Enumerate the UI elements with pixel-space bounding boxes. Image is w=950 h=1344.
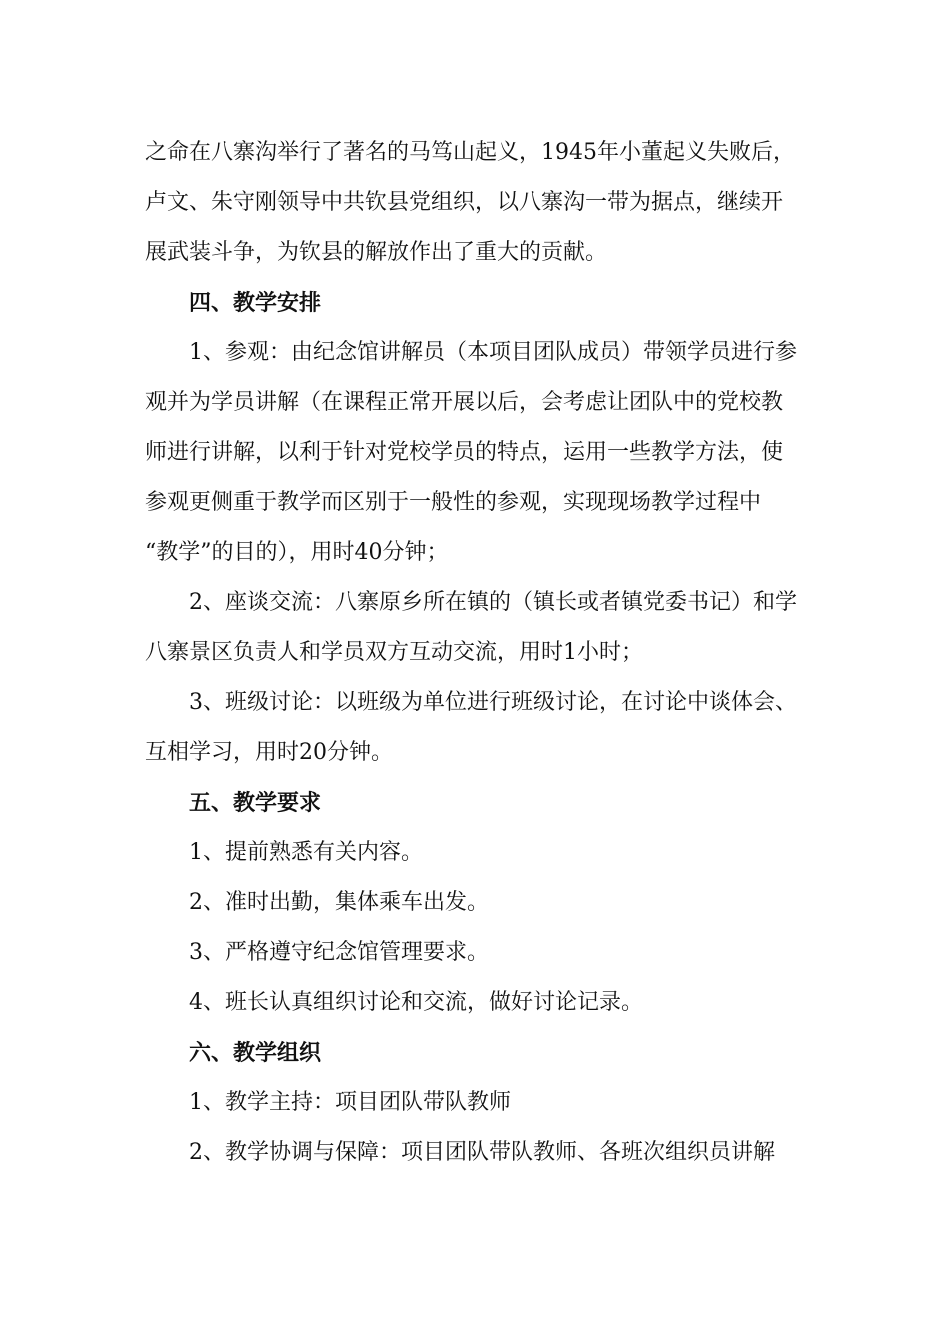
document-body [145,128,810,1178]
section-heading-teaching-organization: 六、教学组织 [189,1040,322,1066]
section-heading-teaching-arrangement: 四、教学安排 [189,290,322,316]
paragraph-line: 互相学习，用时20分钟。 [145,740,393,765]
paragraph-line: 参观更侧重于教学而区别于一般性的参观，实现现场教学过程中 [145,490,762,515]
paragraph-line: 之命在八寨沟举行了著名的马笃山起义，1945年小董起义失败后， [145,140,795,165]
paragraph-line: “教学”的目的），用时40分钟； [145,540,449,565]
paragraph-line: 八寨景区负责人和学员双方互动交流，用时1小时； [145,640,643,665]
list-item: 1、提前熟悉有关内容。 [189,840,423,865]
list-item: 3、严格遵守纪念馆管理要求。 [189,940,489,965]
list-item: 2、准时出勤，集体乘车出发。 [189,890,489,915]
list-item: 4、班长认真组织讨论和交流，做好讨论记录。 [189,990,643,1015]
paragraph-line: 观并为学员讲解（在课程正常开展以后，会考虑让团队中的党校教 [145,390,784,415]
list-item: 1、教学主持：项目团队带队教师 [189,1090,511,1115]
paragraph-line: 2、座谈交流：八寨原乡所在镇的（镇长或者镇党委书记）和学 [189,590,797,615]
paragraph-line: 3、班级讨论：以班级为单位进行班级讨论，在讨论中谈体会、 [189,690,797,715]
paragraph-line: 师进行讲解，以利于针对党校学员的特点，运用一些教学方法，使 [145,440,784,465]
paragraph-line: 1、参观：由纪念馆讲解员（本项目团队成员）带领学员进行参 [189,340,797,365]
list-item: 2、教学协调与保障：项目团队带队教师、各班次组织员讲解 [189,1140,775,1165]
section-heading-teaching-requirements: 五、教学要求 [189,790,322,816]
paragraph-line: 卢文、朱守刚领导中共钦县党组织，以八寨沟一带为据点，继续开 [145,190,784,215]
paragraph-line: 展武装斗争，为钦县的解放作出了重大的贡献。 [145,240,608,265]
